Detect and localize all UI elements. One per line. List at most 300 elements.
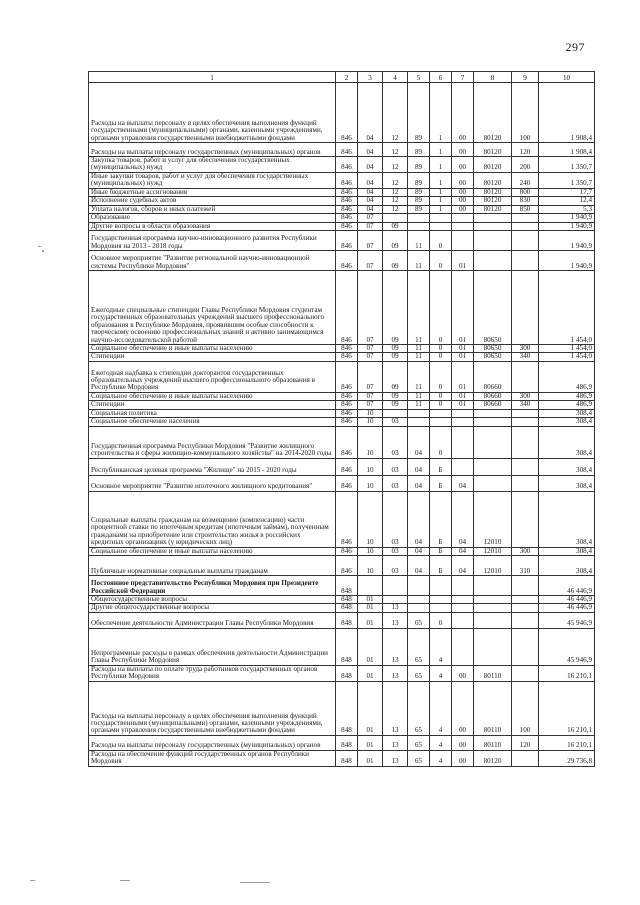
amount-cell: 45 946,9 [539, 612, 595, 628]
item-name-cell: Расходы на обеспечение функций государственных органов Республики Мордовия [89, 750, 336, 766]
activity-cell: 00 [452, 205, 474, 213]
budget-table [88, 71, 595, 767]
amount-cell: 5,3 [539, 205, 595, 213]
section-cell: 01 [358, 628, 383, 665]
admin-code-cell: 846 [336, 344, 358, 352]
column-header: 8 [474, 72, 512, 83]
table-header-row [89, 72, 595, 83]
direction-cell [474, 409, 512, 417]
subsection-cell: 13 [383, 612, 408, 628]
expense-type-cell: 830 [512, 197, 539, 205]
section-cell: 04 [358, 188, 383, 196]
expense-type-cell: 300 [512, 392, 539, 400]
subprogram-cell: 0 [430, 361, 452, 392]
direction-cell: 80120 [474, 197, 512, 205]
admin-code-cell: 846 [336, 188, 358, 196]
activity-cell: 01 [452, 344, 474, 352]
program-cell [408, 409, 430, 417]
amount-cell: 17,7 [539, 188, 595, 196]
subsection-cell [383, 214, 408, 222]
subsection-cell: 12 [383, 143, 408, 157]
program-cell: 89 [408, 188, 430, 196]
activity-cell [452, 628, 474, 665]
item-name-cell: Основное мероприятие "Развитие региональной научно-инновационной системы Республики Мордовия" [89, 250, 336, 270]
direction-cell: 80120 [474, 83, 512, 143]
section-cell: 10 [358, 547, 383, 555]
scan-artifact [240, 882, 270, 883]
activity-cell [452, 230, 474, 250]
subprogram-cell: Б [430, 458, 452, 475]
item-name-cell: Общегосударственные вопросы [89, 596, 336, 604]
amount-cell: 486,9 [539, 392, 595, 400]
item-name-cell: Социальное обеспечение населения [89, 418, 336, 426]
admin-code-cell: 846 [336, 83, 358, 143]
direction-cell [474, 222, 512, 230]
activity-cell: 01 [452, 401, 474, 409]
section-cell: 10 [358, 491, 383, 547]
activity-cell: 01 [452, 353, 474, 361]
activity-cell: 01 [452, 250, 474, 270]
section-cell [358, 576, 383, 596]
program-cell: 04 [408, 491, 430, 547]
table-row [89, 547, 595, 555]
section-cell: 07 [358, 401, 383, 409]
item-name-cell: Непрограммные расходы в рамках обеспечения деятельности Администрации Главы Республики Мордовия [89, 628, 336, 665]
expense-type-cell: 300 [512, 547, 539, 555]
expense-type-cell: 100 [512, 83, 539, 143]
subsection-cell [383, 409, 408, 417]
amount-cell: 16 210,1 [539, 665, 595, 681]
table-row [89, 222, 595, 230]
subsection-cell: 03 [383, 475, 408, 491]
table-row [89, 205, 595, 213]
subprogram-cell: Б [430, 547, 452, 555]
admin-code-cell: 848 [336, 576, 358, 596]
section-cell: 01 [358, 665, 383, 681]
expense-type-cell [512, 475, 539, 491]
subprogram-cell: 4 [430, 735, 452, 750]
amount-cell: 486,9 [539, 361, 595, 392]
subprogram-cell: 1 [430, 157, 452, 173]
program-cell: 65 [408, 681, 430, 735]
expense-type-cell: 200 [512, 157, 539, 173]
table-row [89, 681, 595, 735]
subsection-cell: 12 [383, 205, 408, 213]
expense-type-cell [512, 576, 539, 596]
admin-code-cell: 846 [336, 157, 358, 173]
activity-cell: 00 [452, 83, 474, 143]
activity-cell: 01 [452, 361, 474, 392]
section-cell: 07 [358, 353, 383, 361]
admin-code-cell: 846 [336, 418, 358, 426]
activity-cell [452, 612, 474, 628]
direction-cell [474, 214, 512, 222]
program-cell [408, 214, 430, 222]
activity-cell: 00 [452, 197, 474, 205]
program-cell: 89 [408, 143, 430, 157]
direction-cell [474, 604, 512, 612]
activity-cell: 00 [452, 750, 474, 766]
program-cell: 89 [408, 197, 430, 205]
scan-artifact [42, 250, 44, 252]
column-header: 1 [89, 72, 336, 83]
amount-cell: 1 350,7 [539, 157, 595, 173]
direction-cell [474, 250, 512, 270]
admin-code-cell: 848 [336, 681, 358, 735]
table-row [89, 353, 595, 361]
item-name-cell: Социальное обеспечение и иные выплаты населению [89, 392, 336, 400]
table-row [89, 197, 595, 205]
expense-type-cell [512, 596, 539, 604]
admin-code-cell: 846 [336, 222, 358, 230]
section-cell: 07 [358, 270, 383, 344]
subprogram-cell: 1 [430, 197, 452, 205]
table-row [89, 418, 595, 426]
admin-code-cell: 846 [336, 401, 358, 409]
section-cell: 07 [358, 361, 383, 392]
item-name-cell: Социальное обеспечение и иные выплаты населению [89, 547, 336, 555]
activity-cell: 00 [452, 665, 474, 681]
subsection-cell [383, 596, 408, 604]
subsection-cell: 12 [383, 197, 408, 205]
subprogram-cell [430, 576, 452, 596]
subsection-cell: 09 [383, 250, 408, 270]
activity-cell: 00 [452, 735, 474, 750]
section-cell: 01 [358, 612, 383, 628]
subsection-cell: 03 [383, 491, 408, 547]
amount-cell: 1 454,0 [539, 270, 595, 344]
activity-cell: 04 [452, 491, 474, 547]
amount-cell: 308,4 [539, 475, 595, 491]
expense-type-cell [512, 214, 539, 222]
admin-code-cell: 848 [336, 604, 358, 612]
admin-code-cell: 848 [336, 596, 358, 604]
direction-cell: 12010 [474, 491, 512, 547]
subsection-cell: 12 [383, 188, 408, 196]
program-cell: 11 [408, 392, 430, 400]
section-cell: 04 [358, 157, 383, 173]
item-name-cell: Другие общегосударственные вопросы [89, 604, 336, 612]
subsection-cell: 03 [383, 556, 408, 576]
subprogram-cell: 0 [430, 612, 452, 628]
section-cell: 04 [358, 143, 383, 157]
item-name-cell: Расходы на выплаты персоналу государственных (муниципальных) органов [89, 143, 336, 157]
table-row [89, 426, 595, 458]
section-cell: 01 [358, 596, 383, 604]
activity-cell: 00 [452, 172, 474, 188]
admin-code-cell: 846 [336, 205, 358, 213]
amount-cell: 1 908,4 [539, 83, 595, 143]
subprogram-cell: 0 [430, 344, 452, 352]
subprogram-cell: 1 [430, 188, 452, 196]
section-cell: 01 [358, 604, 383, 612]
program-cell: 04 [408, 458, 430, 475]
item-name-cell: Расходы на выплаты персоналу в целях обеспечения выполнения функций государственными (муниципальными) органами, казенными учреждениями, органами управления государственными внебюджетными фондами [89, 83, 336, 143]
subsection-cell: 13 [383, 604, 408, 612]
item-name-cell: Исполнение судебных актов [89, 197, 336, 205]
section-cell: 10 [358, 475, 383, 491]
amount-cell: 1 940,9 [539, 214, 595, 222]
table-row [89, 401, 595, 409]
table-row [89, 230, 595, 250]
subprogram-cell: 0 [430, 270, 452, 344]
item-name-cell: Социальная политика [89, 409, 336, 417]
expense-type-cell [512, 628, 539, 665]
section-cell: 01 [358, 735, 383, 750]
table-row [89, 556, 595, 576]
program-cell: 04 [408, 547, 430, 555]
section-cell: 10 [358, 556, 383, 576]
subsection-cell: 12 [383, 157, 408, 173]
activity-cell: 01 [452, 392, 474, 400]
program-cell: 89 [408, 205, 430, 213]
direction-cell: 80650 [474, 353, 512, 361]
subprogram-cell [430, 409, 452, 417]
item-name-cell: Социальное обеспечение и иные выплаты населению [89, 344, 336, 352]
subprogram-cell: 0 [430, 426, 452, 458]
table-row [89, 188, 595, 196]
section-cell: 07 [358, 392, 383, 400]
item-name-cell: Стипендии [89, 401, 336, 409]
table-row [89, 392, 595, 400]
expense-type-cell: 340 [512, 353, 539, 361]
table-row [89, 628, 595, 665]
activity-cell [452, 222, 474, 230]
scan-artifact [120, 880, 130, 881]
subsection-cell: 12 [383, 172, 408, 188]
amount-cell: 1 908,4 [539, 143, 595, 157]
amount-cell: 308,4 [539, 491, 595, 547]
section-cell: 04 [358, 197, 383, 205]
column-header: 2 [336, 72, 358, 83]
item-name-cell: Постоянное представительство Республики Мордовия при Президенте Российской Федерации [89, 576, 336, 596]
subsection-cell: 13 [383, 681, 408, 735]
subprogram-cell: 4 [430, 750, 452, 766]
table-row [89, 361, 595, 392]
subsection-cell: 03 [383, 426, 408, 458]
page-number: 297 [565, 40, 585, 54]
item-name-cell: Ежегодная надбавка к стипендии докторантов государственных образовательных учреждений высшего профессионального образования в Республике Мордовия [89, 361, 336, 392]
amount-cell: 46 446,9 [539, 604, 595, 612]
subprogram-cell: 1 [430, 83, 452, 143]
subprogram-cell: 0 [430, 230, 452, 250]
column-header: 10 [539, 72, 595, 83]
table-row [89, 750, 595, 766]
subsection-cell: 03 [383, 418, 408, 426]
program-cell: 65 [408, 750, 430, 766]
activity-cell: 01 [452, 270, 474, 344]
program-cell: 65 [408, 665, 430, 681]
admin-code-cell: 846 [336, 230, 358, 250]
item-name-cell: Государственная программа научно-инновационного развития Республики Мордовия на 2013 - 2018 годы [89, 230, 336, 250]
direction-cell: 12010 [474, 556, 512, 576]
item-name-cell: Расходы на выплаты персоналу государственных (муниципальных) органов [89, 735, 336, 750]
amount-cell: 1 454,0 [539, 353, 595, 361]
program-cell: 11 [408, 401, 430, 409]
column-header: 7 [452, 72, 474, 83]
direction-cell: 80110 [474, 665, 512, 681]
amount-cell: 46 446,9 [539, 576, 595, 596]
activity-cell: 00 [452, 143, 474, 157]
expense-type-cell: 300 [512, 344, 539, 352]
subsection-cell: 03 [383, 547, 408, 555]
table-row [89, 344, 595, 352]
table-row [89, 143, 595, 157]
expense-type-cell [512, 250, 539, 270]
admin-code-cell: 848 [336, 612, 358, 628]
subsection-cell: 13 [383, 750, 408, 766]
subprogram-cell: Б [430, 556, 452, 576]
expense-type-cell: 850 [512, 205, 539, 213]
admin-code-cell: 848 [336, 665, 358, 681]
program-cell: 11 [408, 250, 430, 270]
program-cell: 11 [408, 361, 430, 392]
amount-cell: 308,4 [539, 409, 595, 417]
activity-cell: 00 [452, 681, 474, 735]
program-cell: 65 [408, 612, 430, 628]
column-header: 4 [383, 72, 408, 83]
subsection-cell: 12 [383, 83, 408, 143]
column-header: 9 [512, 72, 539, 83]
subprogram-cell: 1 [430, 172, 452, 188]
expense-type-cell [512, 604, 539, 612]
amount-cell: 1 940,9 [539, 250, 595, 270]
direction-cell: 80650 [474, 344, 512, 352]
amount-cell: 308,4 [539, 426, 595, 458]
amount-cell: 45 946,9 [539, 628, 595, 665]
item-name-cell: Ежегодные специальные стипендии Главы Республики Мордовия студентам государственных образовательных учреждений высшего профессионального образования в Республике Мордовия, проявившим особые способности к творческому освоению профессиональных знаний и активно занимающимся научно-исследовательской работой [89, 270, 336, 344]
direction-cell [474, 458, 512, 475]
subsection-cell: 09 [383, 344, 408, 352]
program-cell: 65 [408, 628, 430, 665]
subsection-cell: 09 [383, 401, 408, 409]
expense-type-cell [512, 409, 539, 417]
section-cell: 10 [358, 418, 383, 426]
direction-cell [474, 426, 512, 458]
admin-code-cell: 846 [336, 361, 358, 392]
subprogram-cell [430, 604, 452, 612]
activity-cell [452, 458, 474, 475]
subprogram-cell [430, 222, 452, 230]
activity-cell: 04 [452, 547, 474, 555]
subprogram-cell: 1 [430, 143, 452, 157]
section-cell: 04 [358, 205, 383, 213]
item-name-cell: Иные бюджетные ассигнования [89, 188, 336, 196]
table-row [89, 604, 595, 612]
subprogram-cell [430, 596, 452, 604]
admin-code-cell: 846 [336, 491, 358, 547]
direction-cell: 80120 [474, 750, 512, 766]
subprogram-cell: 0 [430, 392, 452, 400]
item-name-cell: Закупка товаров, работ и услуг для обеспечения государственных (муниципальных) нужд [89, 157, 336, 173]
expense-type-cell: 340 [512, 401, 539, 409]
activity-cell [452, 409, 474, 417]
direction-cell: 80650 [474, 270, 512, 344]
table-row [89, 491, 595, 547]
item-name-cell: Расходы на выплаты по оплате труда работников государственных органов Республики Мордовия [89, 665, 336, 681]
activity-cell: 04 [452, 556, 474, 576]
table-row [89, 409, 595, 417]
program-cell: 11 [408, 353, 430, 361]
activity-cell [452, 596, 474, 604]
program-cell: 11 [408, 230, 430, 250]
column-header: 5 [408, 72, 430, 83]
direction-cell: 80660 [474, 401, 512, 409]
admin-code-cell: 846 [336, 392, 358, 400]
table-row [89, 157, 595, 173]
expense-type-cell [512, 491, 539, 547]
item-name-cell: Государственная программа Республики Мордовия "Развитие жилищного строительства и сферы жилищно-коммунального хозяйства" на 2014-2020 годы [89, 426, 336, 458]
activity-cell: 00 [452, 188, 474, 196]
admin-code-cell: 846 [336, 250, 358, 270]
program-cell: 04 [408, 475, 430, 491]
admin-code-cell: 846 [336, 270, 358, 344]
admin-code-cell: 848 [336, 735, 358, 750]
admin-code-cell: 846 [336, 214, 358, 222]
item-name-cell: Другие вопросы в области образования [89, 222, 336, 230]
section-cell: 10 [358, 426, 383, 458]
section-cell: 04 [358, 83, 383, 143]
amount-cell: 1 940,9 [539, 222, 595, 230]
subsection-cell: 13 [383, 665, 408, 681]
program-cell: 89 [408, 83, 430, 143]
direction-cell [474, 418, 512, 426]
section-cell: 01 [358, 750, 383, 766]
direction-cell: 80110 [474, 681, 512, 735]
section-cell: 07 [358, 214, 383, 222]
expense-type-cell [512, 270, 539, 344]
amount-cell: 308,4 [539, 556, 595, 576]
subsection-cell: 09 [383, 392, 408, 400]
direction-cell [474, 475, 512, 491]
subsection-cell: 09 [383, 361, 408, 392]
direction-cell: 80660 [474, 392, 512, 400]
expense-type-cell [512, 230, 539, 250]
table-row [89, 458, 595, 475]
direction-cell: 80120 [474, 157, 512, 173]
subprogram-cell: Б [430, 475, 452, 491]
program-cell [408, 222, 430, 230]
scan-artifact [38, 246, 41, 247]
subprogram-cell: 4 [430, 681, 452, 735]
expense-type-cell: 120 [512, 735, 539, 750]
activity-cell: 00 [452, 157, 474, 173]
admin-code-cell: 846 [336, 426, 358, 458]
admin-code-cell: 846 [336, 458, 358, 475]
expense-type-cell [512, 750, 539, 766]
expense-type-cell [512, 612, 539, 628]
direction-cell [474, 596, 512, 604]
item-name-cell: Республиканская целевая программа "Жилище" на 2015 - 2020 годы [89, 458, 336, 475]
direction-cell [474, 230, 512, 250]
item-name-cell: Основное мероприятие "Развитие ипотечного жилищного кредитования" [89, 475, 336, 491]
expense-type-cell: 100 [512, 681, 539, 735]
direction-cell [474, 576, 512, 596]
amount-cell: 12,4 [539, 197, 595, 205]
subprogram-cell: 0 [430, 353, 452, 361]
table-row [89, 250, 595, 270]
subsection-cell: 03 [383, 458, 408, 475]
section-cell: 07 [358, 250, 383, 270]
subsection-cell [383, 576, 408, 596]
expense-type-cell [512, 222, 539, 230]
item-name-cell: Расходы на выплаты персоналу в целях обеспечения выполнения функций государственными (муниципальными) органами, казенными учреждениями, органами управления государственными внебюджетными фондами [89, 681, 336, 735]
subsection-cell: 09 [383, 353, 408, 361]
direction-cell: 80110 [474, 735, 512, 750]
activity-cell [452, 214, 474, 222]
amount-cell: 308,4 [539, 547, 595, 555]
admin-code-cell: 846 [336, 556, 358, 576]
